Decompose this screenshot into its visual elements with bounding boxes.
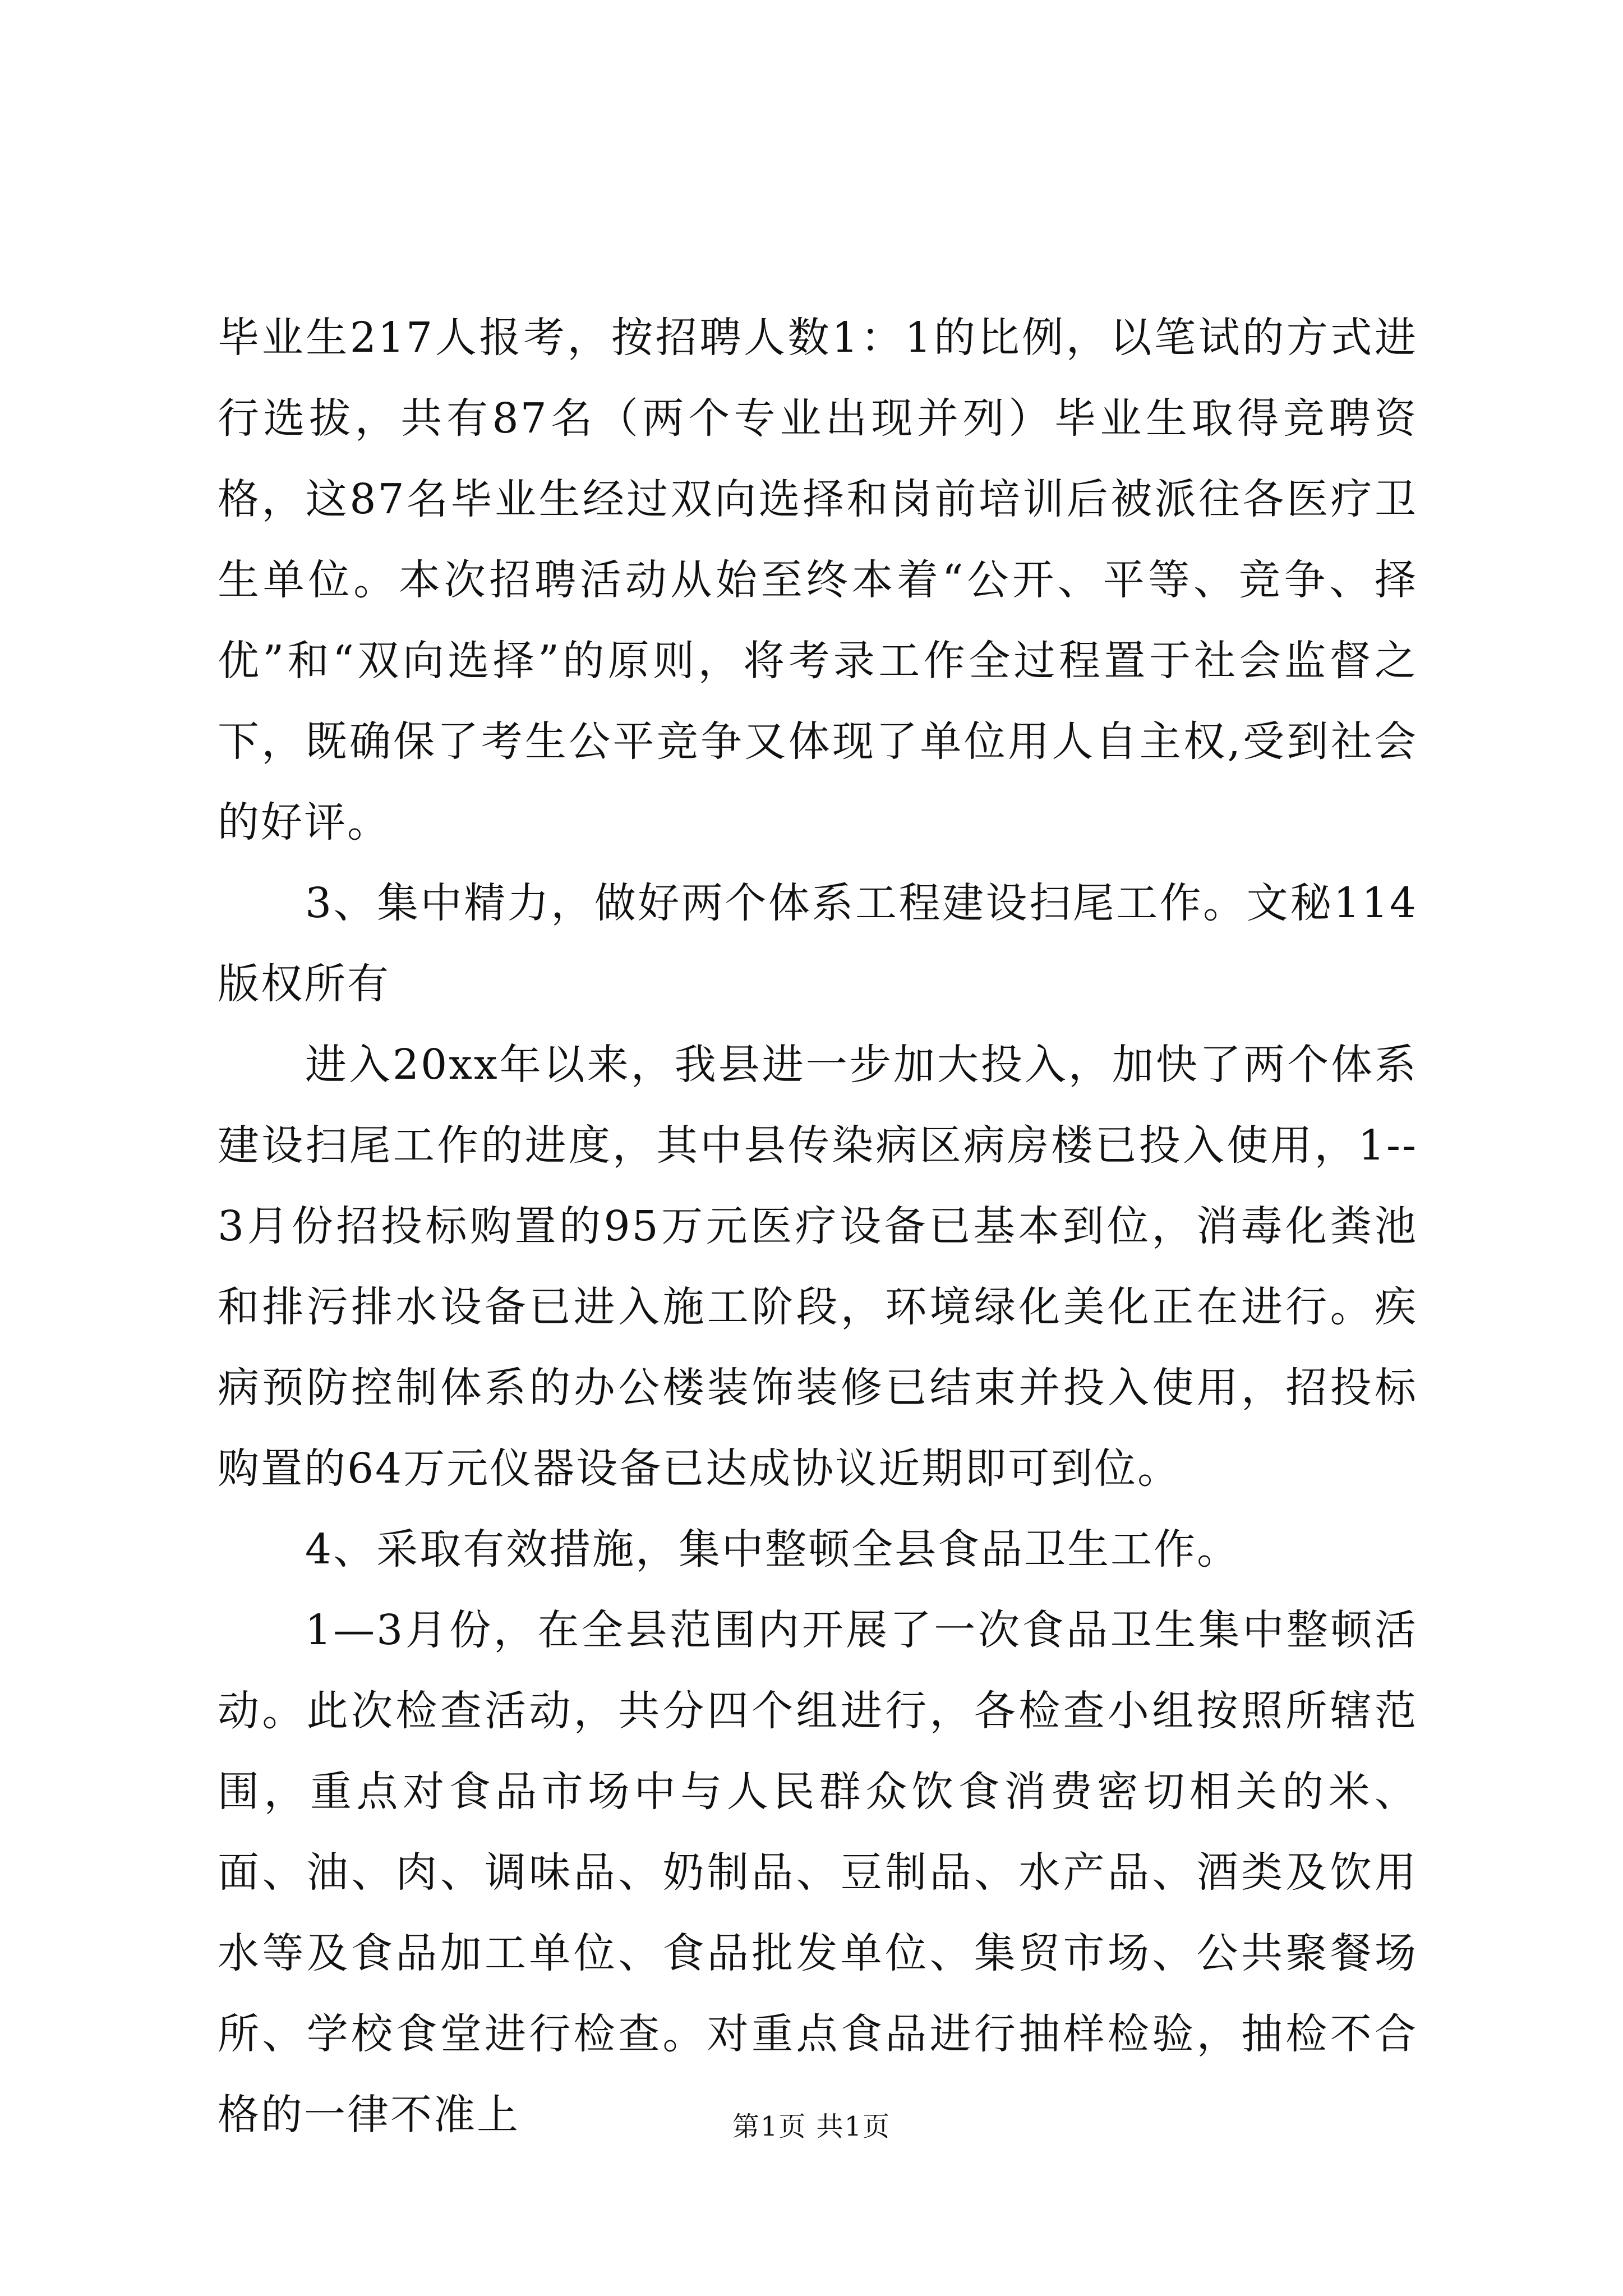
paragraph-section-4-heading: 4、采取有效措施，集中整顿全县食品卫生工作。	[305, 1525, 1241, 1573]
paragraph-section-3-body: 进入20xx年以来，我县进一步加大投入，加快了两个体系建设扫尾工作的进度，其中县传染病区病房楼已投入使用，1--3月份招投标购置的95万元医疗设备已基本到位，消毒化粪池和排污排水设备已进入施工阶段，环境绿化美化正在进行。疾病预防控制体系的办公楼装饰装修已结束并投入使用，招投标购置的64万元仪器设备已达成协议近期即可到位。	[218, 1041, 1418, 1493]
document-body	[218, 297, 1418, 2155]
paragraph-continued: 毕业生217人报考，按招聘人数1：1的比例，以笔试的方式进行选拔，共有87名（两个专业出现并列）毕业生取得竞聘资格，这87名毕业生经过双向选择和岗前培训后被派往各医疗卫生单位。本次招聘活动从始至终本着“公开、平等、竞争、择优”和“双向选择”的原则，将考录工作全过程置于社会监督之下，既确保了考生公平竞争又体现了单位用人自主权,受到社会的好评。	[218, 314, 1418, 846]
page-footer: 第1页 共1页	[732, 2111, 891, 2142]
paragraph-section-4-body: 1—3月份，在全县范围内开展了一次食品卫生集中整顿活动。此次检查活动，共分四个组进行，各检查小组按照所辖范围，重点对食品市场中与人民群众饮食消费密切相关的米、面、油、肉、调味品、奶制品、豆制品、水产品、酒类及饮用水等及食品加工单位、食品批发单位、集贸市场、公共聚餐场所、学校食堂进行检查。对重点食品进行抽样检验，抽检不合格的一律不准上	[218, 1606, 1418, 2139]
paragraph-section-3-heading: 3、集中精力，做好两个体系工程建设扫尾工作。文秘114版权所有	[218, 879, 1418, 1008]
